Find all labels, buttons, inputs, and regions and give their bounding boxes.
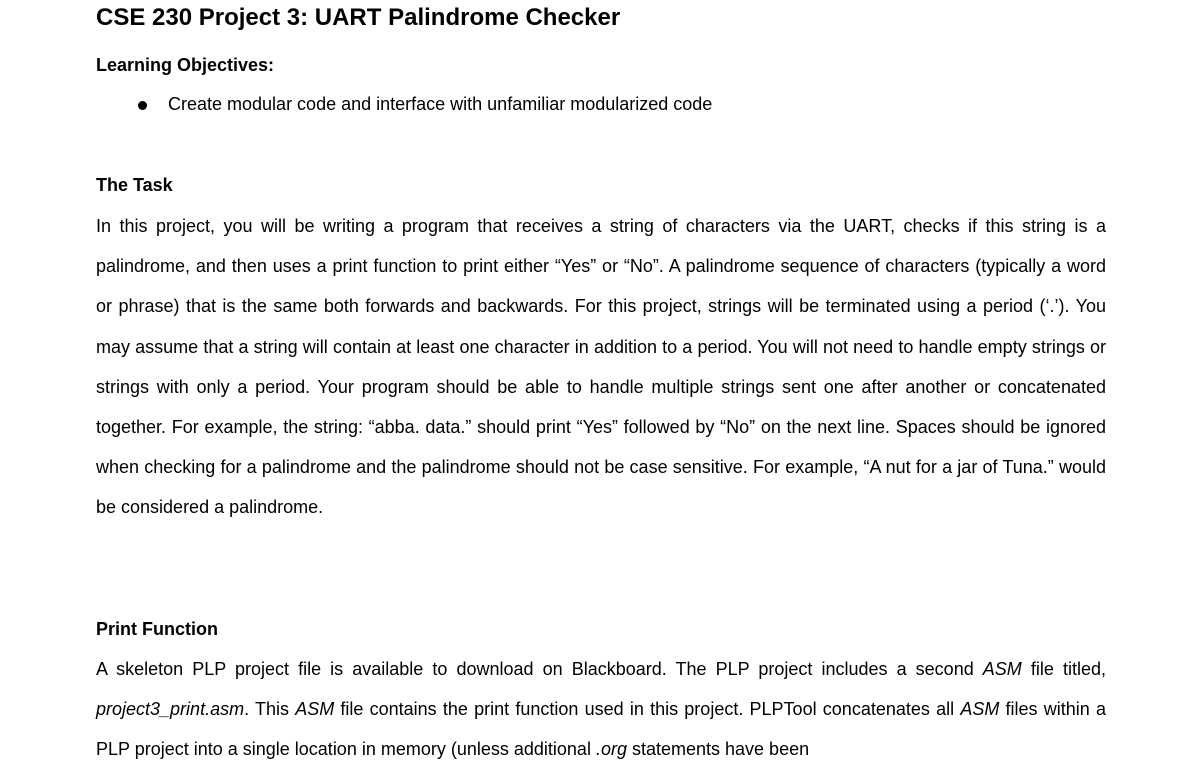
print-text-3: . This [244,699,296,720]
filename: project3_print.asm [96,699,245,720]
objective-text: Create modular code and interface with unfamiliar modularized code [168,94,713,114]
asm-term: ASM [295,699,335,720]
learning-objectives-heading: Learning Objectives: [96,55,275,75]
task-heading: The Task [96,175,173,195]
org-directive: .org [595,739,627,760]
print-text-5: files within a PLP project into a single location in memory (unless additional [96,699,1107,760]
document-title: CSE 230 Project 3: UART Palindrome Checker [96,4,621,31]
bullet-icon [138,101,147,110]
print-text-4: file contains the print function used in this project. PLPTool concatenates all [334,699,961,720]
print-function-heading: Print Function [96,619,218,639]
print-text-1: A skeleton PLP project file is available to download on Blackboard. The PLP project includes a second [96,659,983,679]
print-text-6: statements have been [626,739,810,760]
objective-list-item [96,94,1108,118]
task-paragraph: In this project, you will be writing a program that receives a string of characters via the UART, checks if this string is a palindrome, and then uses a print function to print either “Yes” or “No”. A palindrome sequence of characters (typically a word or phrase) that is the same both forwards and backwards. For this project, strings will be terminated using a period (‘.’). You may assume that a string will contain at least one character in addition to a period. You will not need to handle empty strings or strings with only a period. Your program should be able to handle multiple strings sent one after another or concatenated together. For example, the string: “abba. data.” should print “Yes” followed by “No” on the next line. Spaces should be ignored when checking for a palindrome and the palindrome should not be case sensitive. For example, “A nut for a jar of Tuna.” would be considered a palindrome. [96,216,1106,518]
asm-term: ASM [982,659,1022,679]
print-text-2: file titled, [1021,659,1106,679]
asm-term: ASM [960,699,1000,720]
print-function-paragraph [96,649,1106,770]
